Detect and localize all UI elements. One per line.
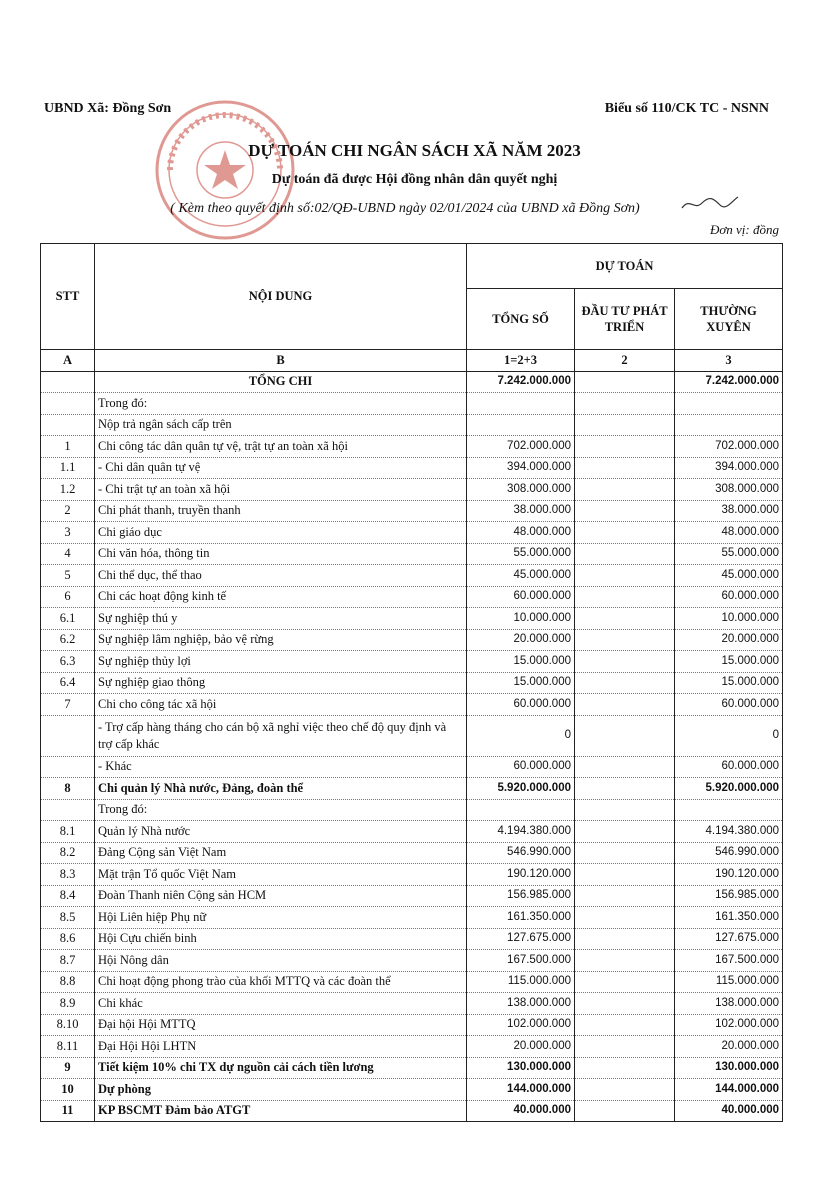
- row-stt: 11: [41, 1100, 95, 1122]
- row-regular: 0: [675, 715, 783, 756]
- table-row: [41, 715, 783, 756]
- row-total: 546.990.000: [467, 842, 575, 864]
- row-content: Nộp trả ngân sách cấp trên: [95, 414, 467, 436]
- row-investment: [575, 928, 675, 950]
- row-total: 48.000.000: [467, 522, 575, 544]
- row-investment: [575, 778, 675, 800]
- unit-label: Đơn vị: đồng: [709, 222, 779, 237]
- row-investment: [575, 821, 675, 843]
- row-total: 4.194.380.000: [467, 821, 575, 843]
- row-stt: 7: [41, 694, 95, 716]
- row-investment: [575, 651, 675, 673]
- budget-table: [40, 243, 783, 1122]
- header-total: TỔNG SỐ: [467, 289, 575, 350]
- row-content: Tiết kiệm 10% chi TX dự nguồn cải cách tiền lương: [95, 1057, 467, 1079]
- row-stt: 6.3: [41, 651, 95, 673]
- row-investment: [575, 436, 675, 458]
- row-content: Quản lý Nhà nước: [95, 821, 467, 843]
- row-stt: 4: [41, 543, 95, 565]
- row-total: 60.000.000: [467, 586, 575, 608]
- row-regular: 60.000.000: [675, 756, 783, 778]
- row-regular: 144.000.000: [675, 1079, 783, 1101]
- row-stt: 8.2: [41, 842, 95, 864]
- row-investment: [575, 672, 675, 694]
- row-investment: [575, 1057, 675, 1079]
- table-body: [41, 371, 783, 1122]
- row-investment: [575, 715, 675, 756]
- label-regular: 3: [675, 350, 783, 372]
- row-total: 40.000.000: [467, 1100, 575, 1122]
- table-row: [41, 393, 783, 415]
- row-content: - Chi trật tự an toàn xã hội: [95, 479, 467, 501]
- row-regular: 7.242.000.000: [675, 371, 783, 393]
- row-content: Chi các hoạt động kinh tế: [95, 586, 467, 608]
- row-regular: 45.000.000: [675, 565, 783, 587]
- row-total: 15.000.000: [467, 651, 575, 673]
- row-regular: [675, 414, 783, 436]
- header-investment: ĐẦU TƯ PHÁT TRIỂN: [575, 289, 675, 350]
- row-investment: [575, 1014, 675, 1036]
- row-content: KP BSCMT Đảm bảo ATGT: [95, 1100, 467, 1122]
- row-stt: 6.1: [41, 608, 95, 630]
- row-total: 702.000.000: [467, 436, 575, 458]
- row-investment: [575, 950, 675, 972]
- row-total: [467, 799, 575, 821]
- table-row: [41, 842, 783, 864]
- row-content: - Chi dân quân tự vệ: [95, 457, 467, 479]
- label-investment: 2: [575, 350, 675, 372]
- row-total: 45.000.000: [467, 565, 575, 587]
- row-content: Dự phòng: [95, 1079, 467, 1101]
- row-total: 38.000.000: [467, 500, 575, 522]
- row-regular: 138.000.000: [675, 993, 783, 1015]
- row-regular: 15.000.000: [675, 672, 783, 694]
- row-stt: [41, 756, 95, 778]
- row-regular: 5.920.000.000: [675, 778, 783, 800]
- row-total: 20.000.000: [467, 629, 575, 651]
- table-row: [41, 565, 783, 587]
- table-row: [41, 971, 783, 993]
- row-regular: 702.000.000: [675, 436, 783, 458]
- row-stt: 8.3: [41, 864, 95, 886]
- row-content: Trong đó:: [95, 799, 467, 821]
- row-total: 308.000.000: [467, 479, 575, 501]
- row-regular: [675, 799, 783, 821]
- row-investment: [575, 885, 675, 907]
- row-content: Đảng Cộng sản Việt Nam: [95, 842, 467, 864]
- table-row: [41, 436, 783, 458]
- row-total: 161.350.000: [467, 907, 575, 929]
- row-content: Chi quản lý Nhà nước, Đảng, đoàn thể: [95, 778, 467, 800]
- table-row: [41, 1079, 783, 1101]
- issuer-name: UBND Xã: Đồng Sơn: [44, 101, 172, 116]
- row-regular: 38.000.000: [675, 500, 783, 522]
- row-total: 0: [467, 715, 575, 756]
- row-stt: 2: [41, 500, 95, 522]
- row-stt: 8.8: [41, 971, 95, 993]
- row-content: Sự nghiệp thủy lợi: [95, 651, 467, 673]
- row-investment: [575, 414, 675, 436]
- document-subtitle: Dự toán đã được Hội đồng nhân dân quyết nghị: [271, 172, 558, 187]
- table-row: [41, 629, 783, 651]
- row-investment: [575, 1036, 675, 1058]
- row-stt: 6: [41, 586, 95, 608]
- row-stt: [41, 371, 95, 393]
- row-stt: 8.1: [41, 821, 95, 843]
- row-investment: [575, 522, 675, 544]
- table-row: [41, 1100, 783, 1122]
- row-regular: 127.675.000: [675, 928, 783, 950]
- official-seal-icon: [150, 95, 300, 245]
- row-stt: 1.1: [41, 457, 95, 479]
- row-investment: [575, 842, 675, 864]
- row-total: 156.985.000: [467, 885, 575, 907]
- row-regular: [675, 393, 783, 415]
- table-row: [41, 778, 783, 800]
- table-row: [41, 864, 783, 886]
- row-content: Đại hội Hội MTTQ: [95, 1014, 467, 1036]
- header-regular: THƯỜNG XUYÊN: [675, 289, 783, 350]
- label-total: 1=2+3: [467, 350, 575, 372]
- row-investment: [575, 629, 675, 651]
- label-b: B: [95, 350, 467, 372]
- row-stt: 10: [41, 1079, 95, 1101]
- row-content: Hội Liên hiệp Phụ nữ: [95, 907, 467, 929]
- row-regular: 130.000.000: [675, 1057, 783, 1079]
- table-row: [41, 993, 783, 1015]
- row-total: 60.000.000: [467, 694, 575, 716]
- row-stt: 8.11: [41, 1036, 95, 1058]
- table-row: [41, 543, 783, 565]
- row-content: TỔNG CHI: [95, 371, 467, 393]
- row-content: Chi phát thanh, truyền thanh: [95, 500, 467, 522]
- row-regular: 102.000.000: [675, 1014, 783, 1036]
- row-stt: 1.2: [41, 479, 95, 501]
- document-title: DỰ TOÁN CHI NGÂN SÁCH XÃ NĂM 2023: [248, 141, 581, 160]
- table-row: [41, 1036, 783, 1058]
- column-label-row: [41, 350, 783, 372]
- row-content: Hội Nông dân: [95, 950, 467, 972]
- row-total: 394.000.000: [467, 457, 575, 479]
- row-investment: [575, 1100, 675, 1122]
- row-stt: 3: [41, 522, 95, 544]
- row-investment: [575, 457, 675, 479]
- row-stt: 8.9: [41, 993, 95, 1015]
- row-content: Đoàn Thanh niên Cộng sản HCM: [95, 885, 467, 907]
- label-a: A: [41, 350, 95, 372]
- row-total: 20.000.000: [467, 1036, 575, 1058]
- row-content: Chi khác: [95, 993, 467, 1015]
- row-regular: 190.120.000: [675, 864, 783, 886]
- row-regular: 10.000.000: [675, 608, 783, 630]
- table-row: [41, 799, 783, 821]
- row-regular: 156.985.000: [675, 885, 783, 907]
- table-row: [41, 479, 783, 501]
- table-row: [41, 1057, 783, 1079]
- table-row: [41, 414, 783, 436]
- table-row: [41, 756, 783, 778]
- row-total: 130.000.000: [467, 1057, 575, 1079]
- row-content: Mặt trận Tổ quốc Việt Nam: [95, 864, 467, 886]
- table-row: [41, 885, 783, 907]
- row-content: Trong đó:: [95, 393, 467, 415]
- row-stt: 5: [41, 565, 95, 587]
- row-content: - Trợ cấp hàng tháng cho cán bộ xã nghỉ việc theo chế độ quy định và trợ cấp khác: [95, 715, 467, 756]
- row-investment: [575, 864, 675, 886]
- form-number: Biểu số 110/CK TC - NSNN: [604, 101, 769, 116]
- row-investment: [575, 500, 675, 522]
- row-regular: 161.350.000: [675, 907, 783, 929]
- header-stt: STT: [41, 244, 95, 350]
- table-row: [41, 821, 783, 843]
- row-regular: 394.000.000: [675, 457, 783, 479]
- row-investment: [575, 993, 675, 1015]
- table-row: [41, 907, 783, 929]
- row-total: 190.120.000: [467, 864, 575, 886]
- decision-note: ( Kèm theo quyết định số:02/QĐ-UBND ngày 02/01/2024 của UBND xã Đồng Sơn): [170, 201, 640, 216]
- row-stt: [41, 799, 95, 821]
- row-total: 138.000.000: [467, 993, 575, 1015]
- row-total: 5.920.000.000: [467, 778, 575, 800]
- row-stt: [41, 414, 95, 436]
- row-content: Chi hoạt động phong trào của khối MTTQ và các đoàn thể: [95, 971, 467, 993]
- row-regular: 115.000.000: [675, 971, 783, 993]
- table-row: [41, 651, 783, 673]
- table-row: [41, 928, 783, 950]
- row-content: Sự nghiệp thú y: [95, 608, 467, 630]
- row-total: 15.000.000: [467, 672, 575, 694]
- row-investment: [575, 586, 675, 608]
- table-row: [41, 371, 783, 393]
- row-content: Đại Hội Hội LHTN: [95, 1036, 467, 1058]
- row-investment: [575, 1079, 675, 1101]
- row-investment: [575, 694, 675, 716]
- table-row: [41, 522, 783, 544]
- row-regular: 167.500.000: [675, 950, 783, 972]
- row-stt: 8.4: [41, 885, 95, 907]
- row-stt: 8.6: [41, 928, 95, 950]
- row-content: Hội Cựu chiến binh: [95, 928, 467, 950]
- row-regular: 15.000.000: [675, 651, 783, 673]
- header-estimate: DỰ TOÁN: [467, 244, 783, 289]
- table-row: [41, 500, 783, 522]
- row-content: Chi công tác dân quân tự vệ, trật tự an toàn xã hội: [95, 436, 467, 458]
- row-investment: [575, 608, 675, 630]
- table-row: [41, 1014, 783, 1036]
- row-stt: [41, 715, 95, 756]
- row-stt: [41, 393, 95, 415]
- row-stt: 6.2: [41, 629, 95, 651]
- header-content: NỘI DUNG: [95, 244, 467, 350]
- row-regular: 20.000.000: [675, 1036, 783, 1058]
- row-stt: 8.7: [41, 950, 95, 972]
- row-stt: 1: [41, 436, 95, 458]
- row-regular: 55.000.000: [675, 543, 783, 565]
- row-investment: [575, 799, 675, 821]
- row-stt: 8.5: [41, 907, 95, 929]
- table-row: [41, 457, 783, 479]
- row-content: Chi văn hóa, thông tin: [95, 543, 467, 565]
- row-total: 115.000.000: [467, 971, 575, 993]
- row-total: 10.000.000: [467, 608, 575, 630]
- row-content: Chi thể dục, thể thao: [95, 565, 467, 587]
- row-total: [467, 414, 575, 436]
- row-total: 167.500.000: [467, 950, 575, 972]
- row-stt: 9: [41, 1057, 95, 1079]
- row-regular: 60.000.000: [675, 586, 783, 608]
- row-regular: 308.000.000: [675, 479, 783, 501]
- row-total: 55.000.000: [467, 543, 575, 565]
- row-total: 102.000.000: [467, 1014, 575, 1036]
- row-investment: [575, 971, 675, 993]
- row-total: [467, 393, 575, 415]
- row-investment: [575, 393, 675, 415]
- row-stt: 8: [41, 778, 95, 800]
- table-row: [41, 608, 783, 630]
- row-investment: [575, 543, 675, 565]
- row-investment: [575, 756, 675, 778]
- table-row: [41, 694, 783, 716]
- table-row: [41, 586, 783, 608]
- row-content: Chi giáo dục: [95, 522, 467, 544]
- row-investment: [575, 565, 675, 587]
- row-regular: 40.000.000: [675, 1100, 783, 1122]
- row-regular: 4.194.380.000: [675, 821, 783, 843]
- table-row: [41, 950, 783, 972]
- row-total: 60.000.000: [467, 756, 575, 778]
- row-investment: [575, 907, 675, 929]
- row-regular: 20.000.000: [675, 629, 783, 651]
- row-content: Sự nghiệp giao thông: [95, 672, 467, 694]
- row-stt: 8.10: [41, 1014, 95, 1036]
- row-regular: 60.000.000: [675, 694, 783, 716]
- row-stt: 6.4: [41, 672, 95, 694]
- table-row: [41, 672, 783, 694]
- row-total: 127.675.000: [467, 928, 575, 950]
- row-investment: [575, 371, 675, 393]
- row-content: Chi cho công tác xã hội: [95, 694, 467, 716]
- row-regular: 48.000.000: [675, 522, 783, 544]
- row-regular: 546.990.000: [675, 842, 783, 864]
- row-investment: [575, 479, 675, 501]
- row-total: 144.000.000: [467, 1079, 575, 1101]
- row-content: - Khác: [95, 756, 467, 778]
- row-content: Sự nghiệp lâm nghiệp, bảo vệ rừng: [95, 629, 467, 651]
- row-total: 7.242.000.000: [467, 371, 575, 393]
